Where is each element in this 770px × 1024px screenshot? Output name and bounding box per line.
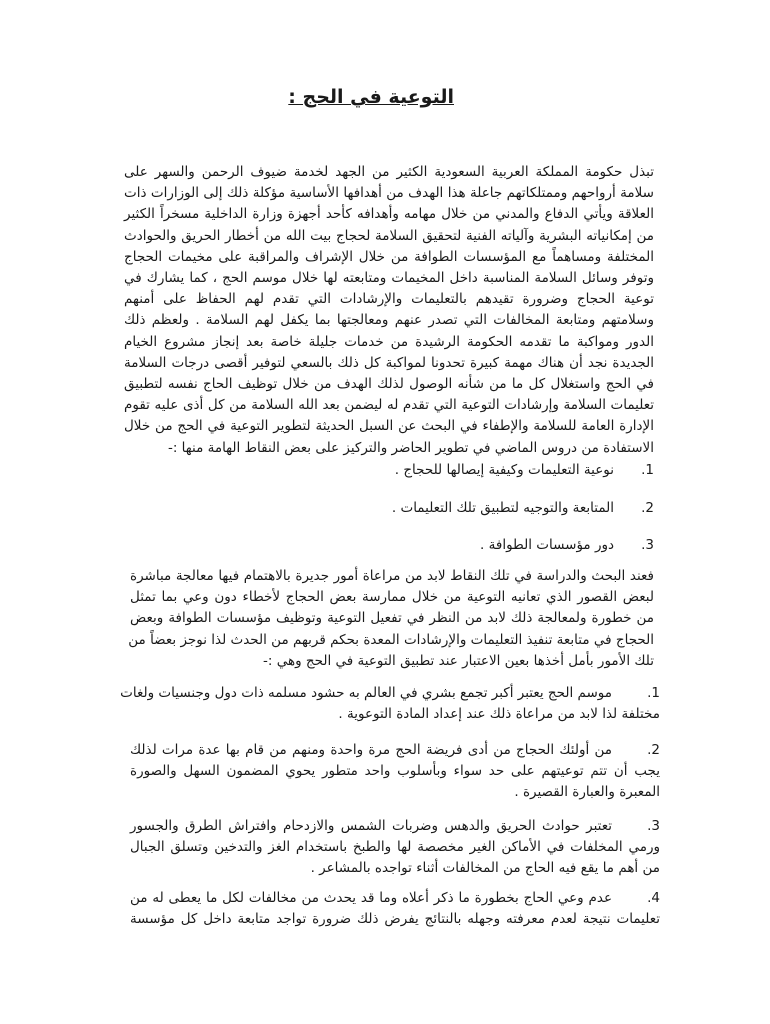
text-line: من أولئك الحجاج من أدى فريضة الحج مرة واحدة ومنهم من قام بها عدة مرات لذلك — [130, 742, 612, 758]
text-line: وسلامتهم ومتابعة المخالفات التي تصدر عنهم ومعالجتها بما يكفل لهم السلامة . ولعظم ذلك — [124, 312, 654, 329]
text-line: تعتبر حوادث الحريق والدهس وضربات الشمس والازدحام وافتراش الطرق والجسور — [130, 818, 612, 834]
intro-paragraph — [124, 162, 654, 459]
list-number: 2. — [641, 500, 654, 516]
text-line: وتوفر وسائل السلامة المناسبة داخل المخيمات ومتابعته لها خلال موسم الحج ، كما يشارك في — [124, 270, 654, 287]
text-line: سلامة أرواحهم وممتلكاتهم جاعلة هذا الهدف من أهدافها الأساسية مؤكلة ذلك إلى الوزارات ذات — [124, 185, 654, 202]
text-line: توعية الحجاج وضرورة تقيدهم بالتعليمات والإرشادات التي تقدم لهم الحفاظ على أمنهم — [124, 291, 654, 308]
text-line: العلاقة ويأتي الدفاع والمدني من خلال مهامه وأهدافه كأحد أجهزة وزارة الداخلية مسخراً الكثير — [124, 206, 654, 223]
text-line: الإدارة العامة للسلامة والإطفاء في البحث عن السبل الحديثة لتطوير التوعية في الحج من خلال — [124, 418, 654, 435]
text-line: تعليمات السلامة وإرشادات التوعية التي تقدم له ليضمن بعد الله السلامة من كل أذى عليه تقوم — [124, 397, 654, 414]
text-line: المعبرة والعبارة القصيرة . — [514, 784, 660, 801]
list-number: 3. — [647, 818, 660, 834]
list-item — [130, 816, 660, 880]
text-line: من أهم ما يقع فيه الحاج من المخالفات أثناء تواجده بالمشاعر . — [310, 860, 660, 877]
text-line: من إمكانياته البشرية وآلياته الفنية لتحقيق السلامة لحجاج بيت الله من أخطار الحريق والحوادث — [124, 227, 654, 244]
text-line: مختلفة لذا لابد من مراعاة ذلك عند إعداد المادة التوعوية . — [338, 706, 660, 723]
text-line: تلك الأمور بأمل أخذها بعين الاعتبار عند تطبيق التوعية في الحج وهي :- — [263, 652, 654, 669]
list-text: نوعية التعليمات وكيفية إيصالها للحجاج . — [394, 462, 614, 478]
text-line: تعليمات نتيجة لعدم معرفته وجهله بالنتائج يفرض ذلك ضرورة تواجد متابعة داخل كل مؤسسة — [130, 911, 660, 928]
text-line: موسم الحج يعتبر أكبر تجمع بشري في العالم به حشود مسلمه ذات دول وجنسيات ولغات — [120, 685, 612, 701]
list-text: دور مؤسسات الطوافة . — [480, 537, 614, 553]
text-line: الاستفادة من دروس الماضي في تطوير الحاضر والتركيز على بعض النقاط الهامة منها :- — [167, 439, 654, 456]
text-line: يجب أن تتم توعيتهم على حد سواء وبأسلوب واحد متطور يحوي المضمون السهل والصورة — [130, 763, 660, 780]
list-number: 1. — [641, 462, 654, 478]
text-line: فعند البحث والدراسة في تلك النقاط لابد من مراعاة أمور جديرة بالاهتمام فيها معالجة مباشرة — [130, 568, 654, 584]
text-line: من خطورة ولمعالجة ذلك لابد من النظر في تفعيل التوعية وتوظيف مؤسسات الطوافة وبعض — [130, 610, 654, 627]
text-line: الدور ومواكبة ما تقدمه الحكومة الرشيدة من خدمات جليلة خاصة بعد إنجاز مشروع الخيام — [124, 333, 654, 350]
page-title: التوعية في الحج : — [288, 86, 454, 108]
text-line: عدم وعي الحاج بخطورة ما ذكر أعلاه وما قد يحدث من مخالفات لكل ما يعطى له من — [130, 890, 612, 906]
text-line: في الحج واستغلال كل ما من شأنه الوصول لذلك الهدف من خلال توظيف الحاج نفسه لتطبيق — [124, 376, 654, 393]
list-number: 4. — [647, 890, 660, 906]
list-item — [130, 888, 660, 930]
list-number: 1. — [647, 685, 660, 701]
list-number: 2. — [647, 742, 660, 758]
text-line: ورمي المخلفات في الأماكن الغير مخصصة لها والطبخ باستخدام الغز والتدخين وتسلق الجبال — [130, 839, 660, 856]
text-line: لبعض القصور الذي تعانيه التوعية من خلال ممارسة بعض الحجاج لأخطاء دون وعي بما تمثل — [130, 589, 654, 606]
list-item — [130, 740, 660, 804]
text-line: الحجاج في متابعة تنفيذ التعليمات والإرشادات المعدة بحكم قربهم من الحدث لذا نوجز بعضاً من — [128, 631, 654, 648]
text-line: تبذل حكومة المملكة العربية السعودية الكثير من الجهد لخدمة ضيوف الرحمن والسهر على — [124, 164, 654, 180]
text-line: المختلفة ومساهماً مع المؤسسات الطوافة من خلال الإشراف والمراقبة على مخيمات الحجاج — [124, 248, 654, 265]
list-text: المتابعة والتوجيه لتطبيق تلك التعليمات . — [391, 500, 614, 516]
text-line: الجديدة نجد أن هناك مهمة كبيرة تحدونا لمواكبة كل ذلك بالسعي لتوفير أقصى درجات السلامة — [124, 354, 654, 371]
middle-paragraph — [130, 566, 654, 672]
list-item — [120, 683, 660, 725]
list-number: 3. — [641, 537, 654, 553]
